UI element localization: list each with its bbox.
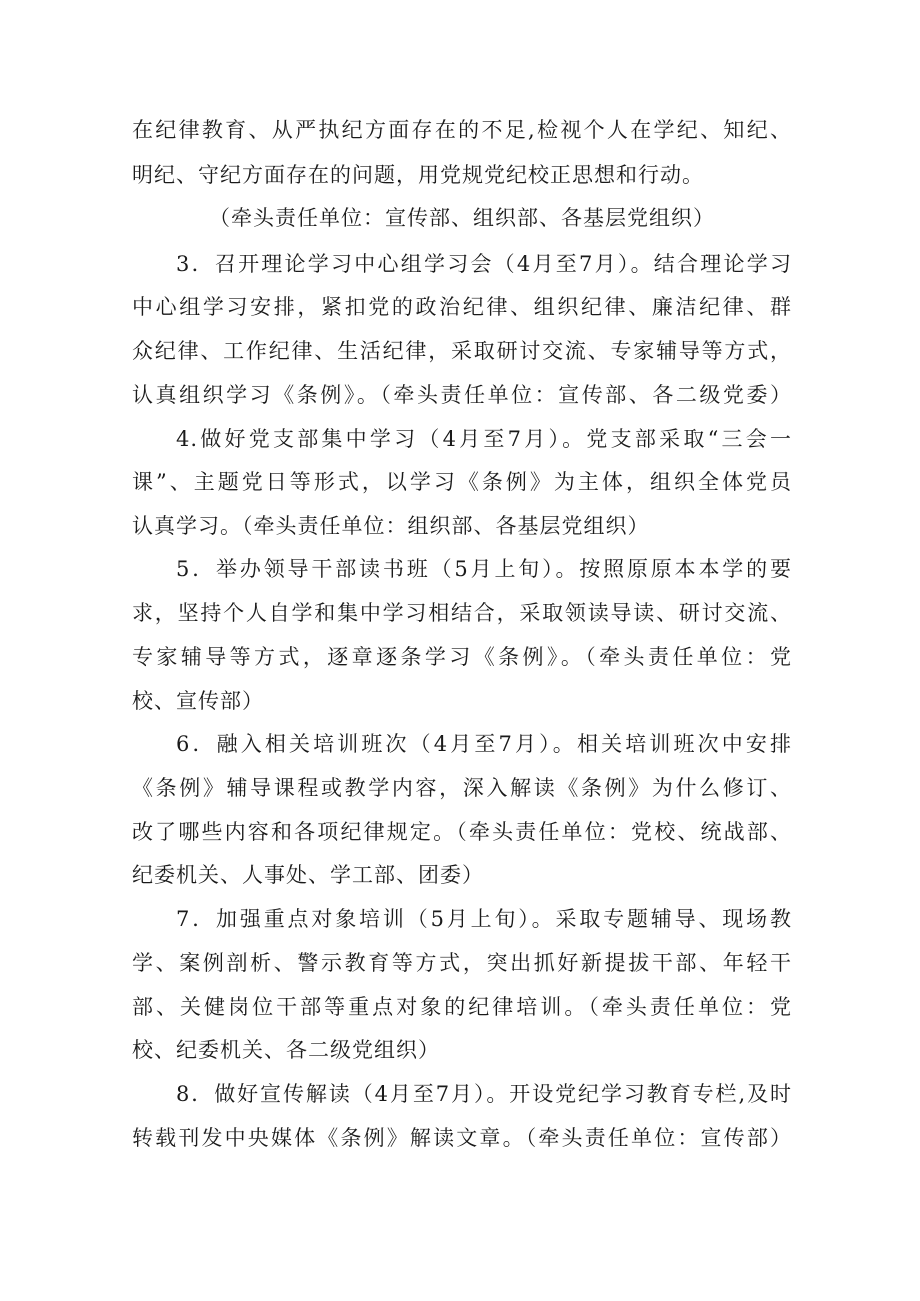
paragraph-line: 认真学习。（牵头责任单位：组织部、各基层党组织） [132, 514, 650, 538]
item-6-heading-line: 6．融入相关培训班次（4月至7月）。相关培训班次中安排 [176, 732, 792, 756]
item-4-heading-line: 4.做好党支部集中学习（4月至7月）。党支部采取“三会一 [176, 427, 792, 451]
paragraph-line: 《条例》辅导课程或教学内容，深入解读《条例》为什么修订、 [132, 776, 792, 800]
item-5-heading-line: 5．举办领导干部读书班（5月上旬）。按照原原本本学的要 [176, 557, 792, 581]
paragraph-line: 众纪律、工作纪律、生活纪律，采取研讨交流、专家辅导等方式， [132, 339, 792, 363]
paragraph-line: 转载刊发中央媒体《条例》解读文章。（牵头责任单位：宣传部） [132, 1126, 792, 1150]
paragraph-line: 课”、主题党日等形式，以学习《条例》为主体，组织全体党员 [132, 470, 792, 494]
paragraph-line: 改了哪些内容和各项纪律规定。（牵头责任单位：党校、统战部、 [132, 820, 792, 844]
item-8-heading-line: 8．做好宣传解读（4月至7月）。开设党纪学习教育专栏,及时 [176, 1082, 792, 1106]
responsible-unit-note: （牵头责任单位：宣传部、组织部、各基层党组织） [209, 206, 715, 230]
paragraph-line: 在纪律教育、从严执纪方面存在的不足,检视个人在学纪、知纪、 [132, 118, 792, 142]
paragraph-line: 中心组学习安排，紧扣党的政治纪律、组织纪律、廉洁纪律、群 [132, 295, 792, 319]
paragraph-line: 求，坚持个人自学和集中学习相结合，采取领读导读、研讨交流、 [132, 601, 792, 625]
paragraph-line: 明纪、守纪方面存在的问题，用党规党纪校正思想和行动。 [132, 163, 704, 187]
paragraph-line: 学、案例剖析、警示教育等方式，突出抓好新提拔干部、年轻干 [132, 951, 792, 975]
paragraph-line: 校、纪委机关、各二级党组织） [132, 1038, 440, 1062]
paragraph-line: 专家辅导等方式，逐章逐条学习《条例》。（牵头责任单位：党 [132, 645, 792, 669]
paragraph-line: 校、宣传部） [132, 689, 264, 713]
item-7-heading-line: 7．加强重点对象培训（5月上旬）。采取专题辅导、现场教 [176, 907, 792, 931]
paragraph-line: 认真组织学习《条例》。（牵头责任单位：宣传部、各二级党委） [132, 383, 792, 407]
item-3-heading-line: 3．召开理论学习中心组学习会（4月至7月）。结合理论学习 [176, 252, 792, 276]
paragraph-line: 部、关健岗位干部等重点对象的纪律培训。（牵头责任单位：党 [132, 995, 792, 1019]
paragraph-line: 纪委机关、人事处、学工部、团委） [132, 863, 484, 887]
